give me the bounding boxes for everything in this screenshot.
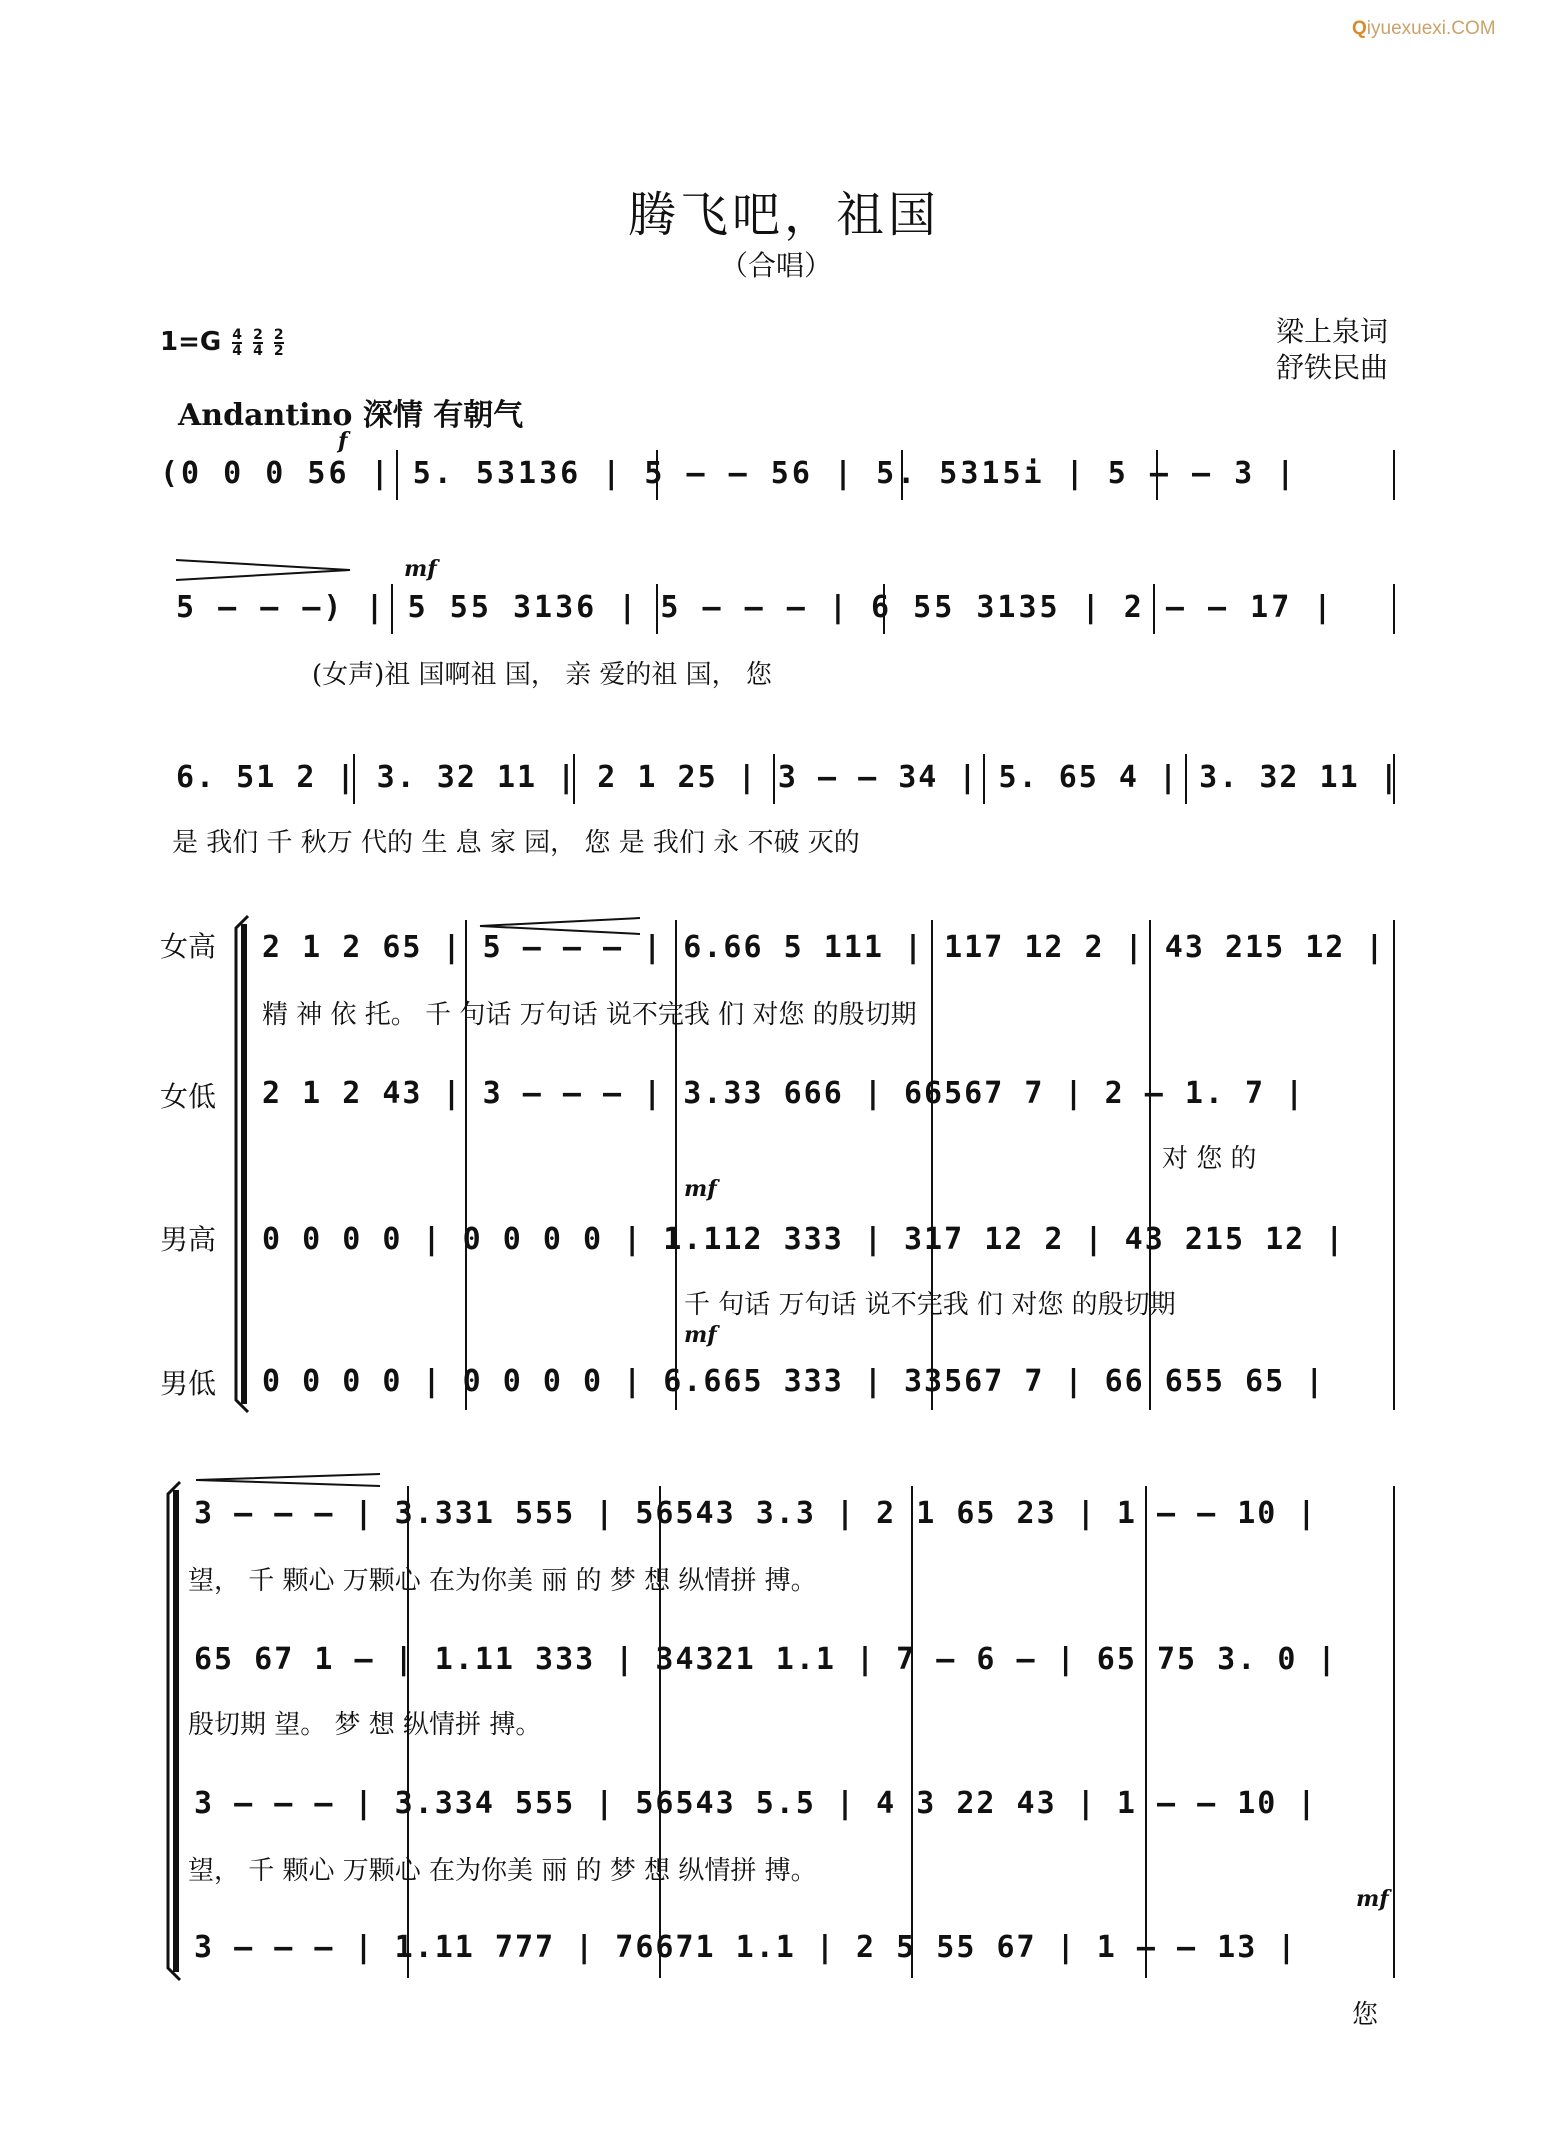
time-signature-2: $\frac{2}{4}$ bbox=[253, 326, 263, 359]
sys5-alto-notes: 65 67 1 – | 1.11 333 | 34321 1.1 | 7 – 6 – | 65 75 3. 0 | bbox=[194, 1642, 1338, 1677]
sys4-alto-notes: 2 1 2 43 | 3 – – – | 3.33 666 | 66567 7 | 2 – 1. 7 | bbox=[262, 1076, 1306, 1111]
dynamic-mf-2: mf bbox=[684, 1176, 717, 1202]
composer: 舒铁民曲 bbox=[1276, 351, 1389, 384]
dynamic-mf-3: mf bbox=[684, 1322, 717, 1348]
lyricist: 梁上泉词 bbox=[1276, 315, 1389, 348]
time-signature-1: $\frac{4}{4}$ bbox=[232, 326, 243, 359]
sys4-soprano-notes: 2 1 2 65 | 5 – – – | 6.66 5 111 | 117 12 2 | 43 215 12 | bbox=[262, 930, 1386, 965]
sys5-tenor-lyrics: 望， 千 颗心 万颗心 在为你美 丽 的 梦 想 纵情拼 搏。 bbox=[188, 1856, 817, 1886]
crescendo-hairpin-2 bbox=[196, 1474, 380, 1486]
line-1-notes: (0 0 0 56 | 5. 53136 | 5 – – 56 | 5. 5315i | 5 – – 3 | bbox=[160, 456, 1298, 491]
part-label-tenor: 男高 bbox=[160, 1223, 217, 1256]
score-title: 腾飞吧，祖国 bbox=[628, 187, 941, 243]
dynamic-mf-1: mf bbox=[404, 556, 437, 582]
line-2-lyrics: (女声)祖 国啊祖 国， 亲 爱的祖 国， 您 bbox=[312, 660, 772, 690]
sys5-soprano-notes: 3 – – – | 3.331 555 | 56543 3.3 | 2 1 65 23 | 1 – – 10 | bbox=[194, 1496, 1318, 1531]
sys4-alto-lyrics: 对 您 的 bbox=[1162, 1144, 1257, 1174]
sys4-tenor-notes: 0 0 0 0 | 0 0 0 0 | 1.112 333 | 317 12 2 | 43 215 12 | bbox=[262, 1222, 1346, 1257]
watermark-text: iyuexuexi.COM bbox=[1366, 18, 1496, 39]
sys5-bass-lyrics: 您 bbox=[1352, 2000, 1379, 2030]
score-subtitle: （合唱） bbox=[720, 249, 833, 282]
sys5-bass-notes: 3 – – – | 1.11 777 | 76671 1.1 | 2 5 55 67 | 1 – – 13 | bbox=[194, 1930, 1298, 1965]
part-label-alto: 女低 bbox=[160, 1080, 217, 1113]
dynamic-f: f bbox=[338, 428, 348, 454]
part-label-bass: 男低 bbox=[160, 1367, 217, 1400]
sys4-bass-notes: 0 0 0 0 | 0 0 0 0 | 6.665 333 | 33567 7 | 66 655 65 | bbox=[262, 1364, 1326, 1399]
watermark-q: Q bbox=[1352, 18, 1367, 39]
tempo-marking: Andantino 深情 有朝气 bbox=[178, 398, 524, 433]
dynamic-mf-4: mf bbox=[1356, 1886, 1389, 1912]
crescendo-hairpin-1 bbox=[480, 918, 640, 934]
part-label-soprano: 女高 bbox=[160, 930, 217, 963]
line-3-lyrics: 是 我们 千 秋万 代的 生 息 家 园， 您 是 我们 永 不破 灭的 bbox=[172, 828, 860, 858]
sys5-soprano-lyrics: 望， 千 颗心 万颗心 在为你美 丽 的 梦 想 纵情拼 搏。 bbox=[188, 1566, 817, 1596]
sys4-tenor-lyrics: 千 句话 万句话 说不完我 们 对您 的殷切期 bbox=[684, 1290, 1176, 1320]
decrescendo-hairpin bbox=[176, 560, 350, 580]
key-label: 1=G bbox=[160, 327, 222, 357]
sys5-alto-lyrics: 殷切期 望。 梦 想 纵情拼 搏。 bbox=[188, 1710, 542, 1740]
sys4-soprano-lyrics: 精 神 依 托。 千 句话 万句话 说不完我 们 对您 的殷切期 bbox=[262, 1000, 917, 1030]
sys5-tenor-notes: 3 – – – | 3.334 555 | 56543 5.5 | 4 3 22 43 | 1 – – 10 | bbox=[194, 1786, 1318, 1821]
line-3-notes: 6. 51 2 | 3. 32 11 | 2 1 25 | 3 – – 34 | 5. 65 4 | 3. 32 11 | bbox=[176, 760, 1400, 795]
line-2-notes: 5 – – –) | 5 55 3136 | 5 – – – | 6 55 3135 | 2 – – 17 | bbox=[176, 590, 1335, 625]
time-signature-3: $\frac{2}{2}$ bbox=[273, 326, 284, 359]
